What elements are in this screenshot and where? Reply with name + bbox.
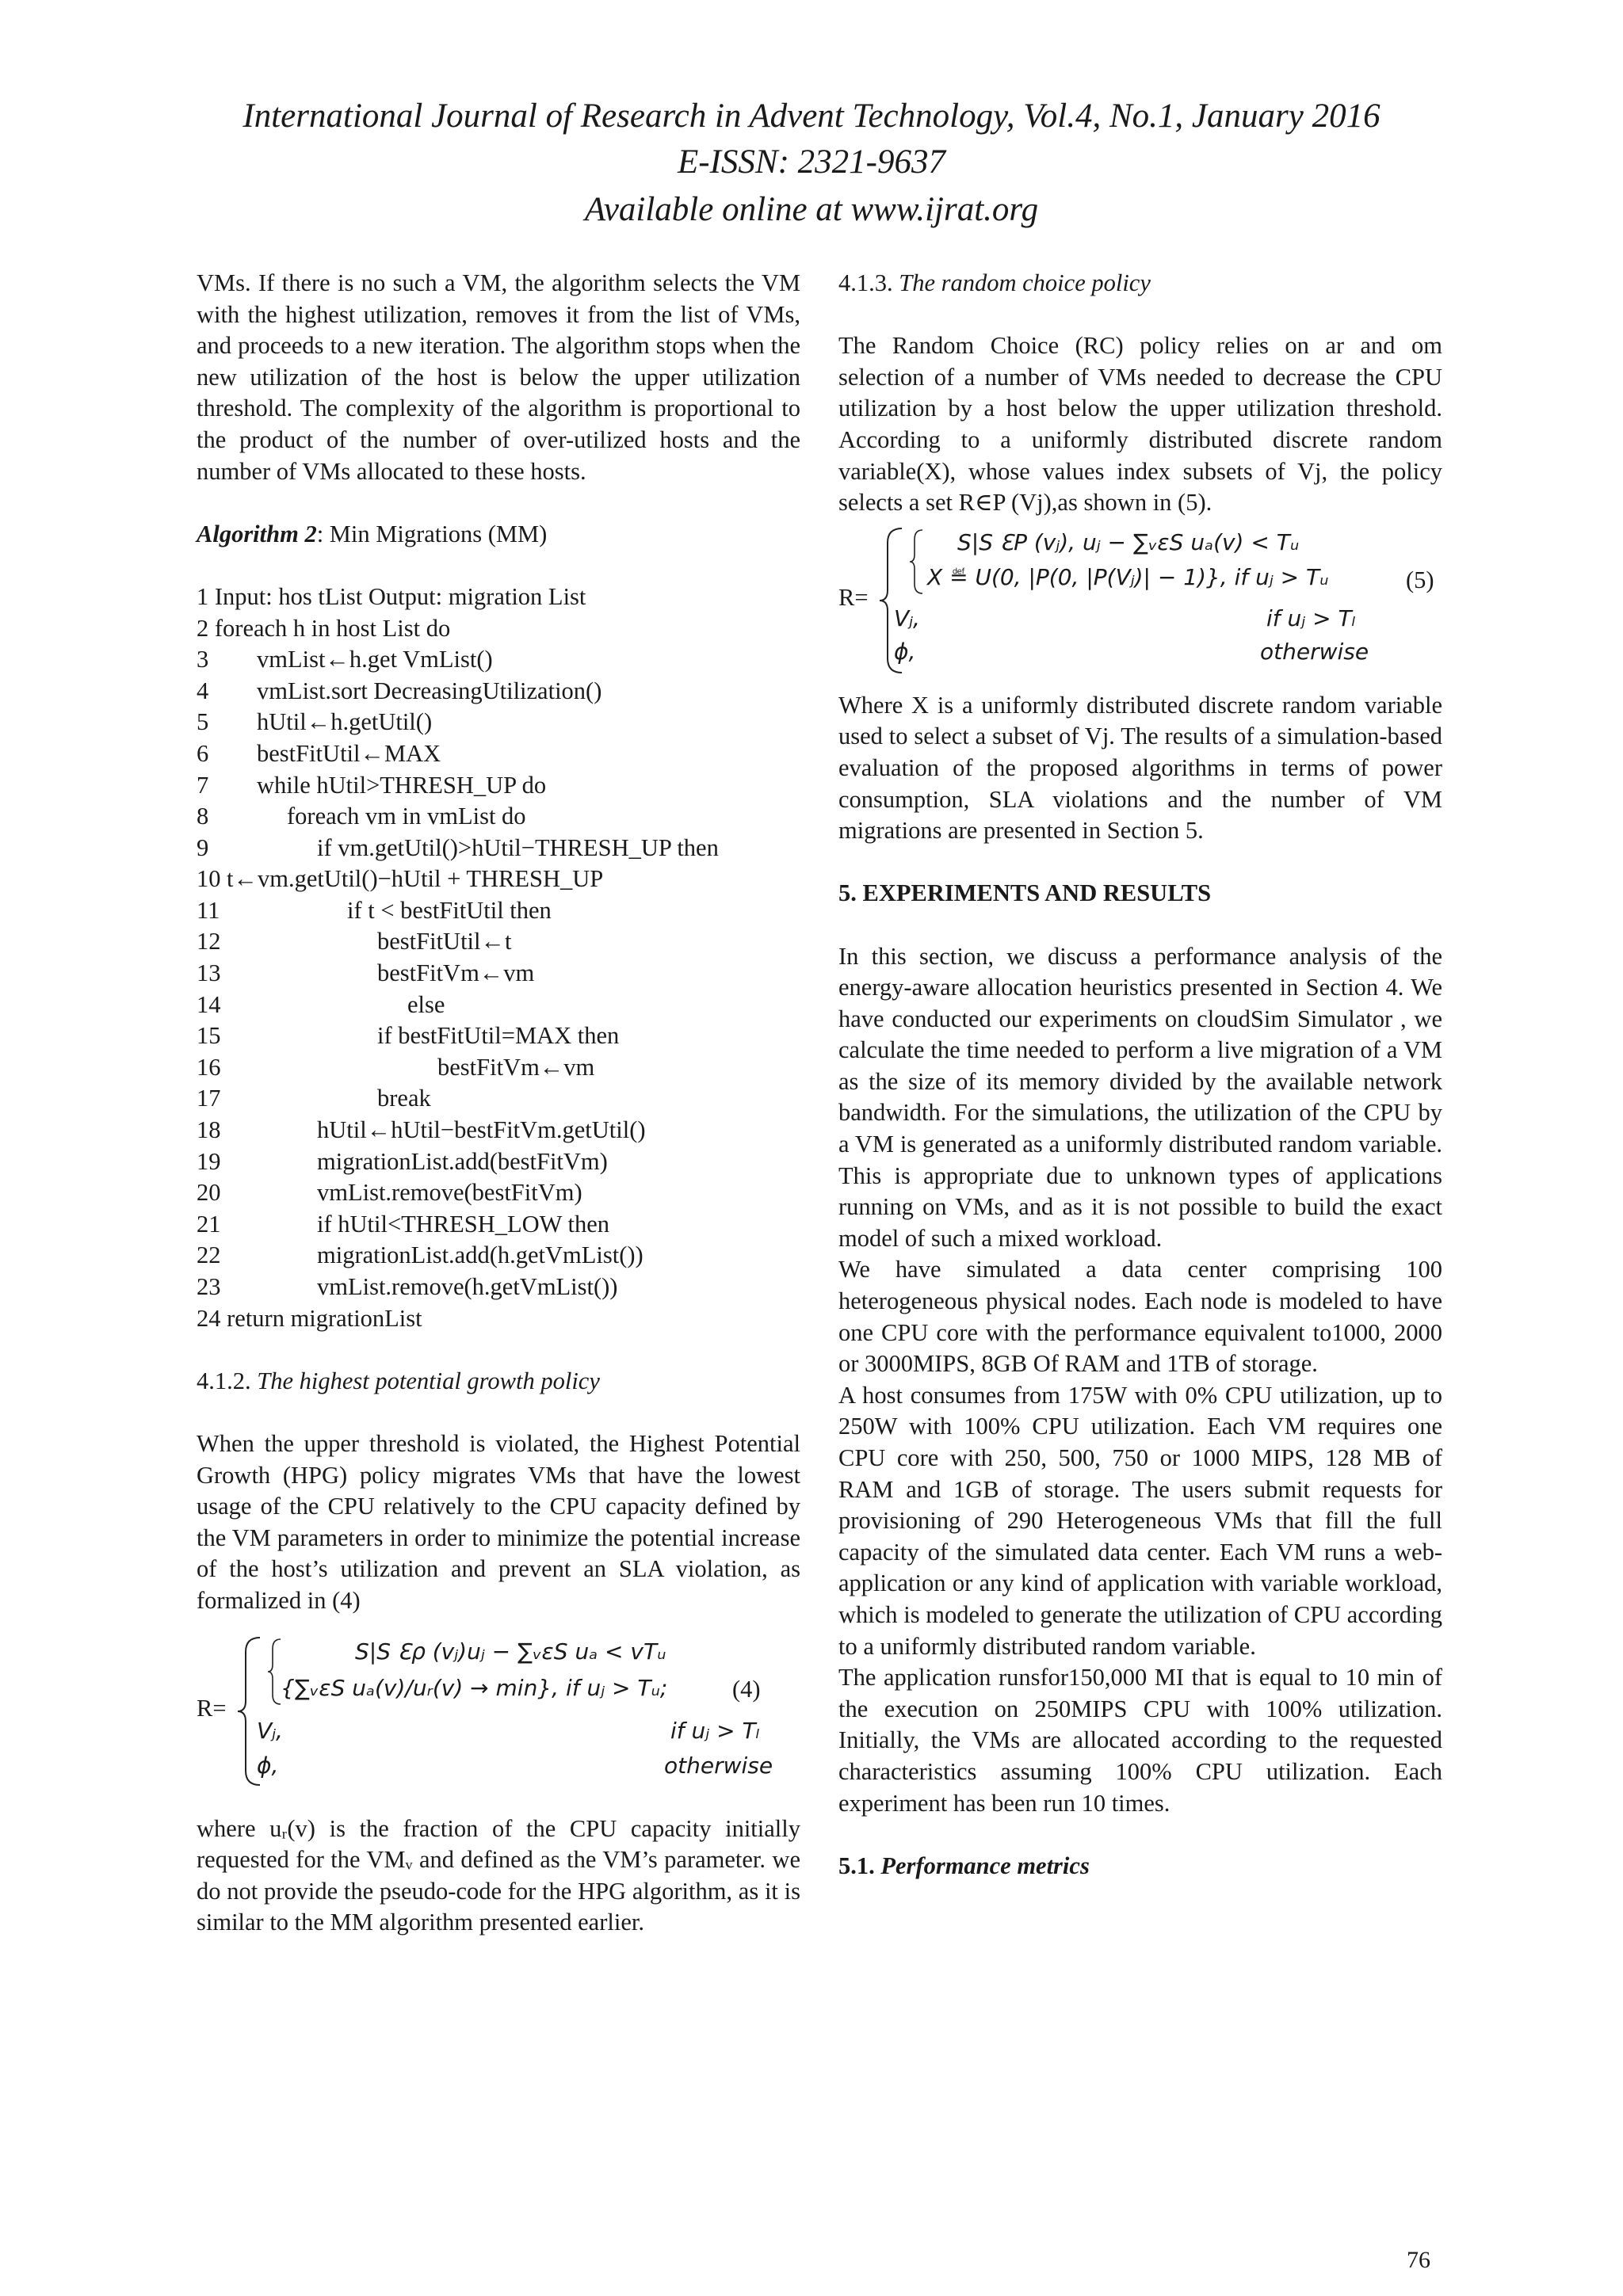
- equation-row-3-condition: if uⱼ > Tₗ: [1266, 605, 1356, 631]
- code-line-text: vmList.remove(bestFitVm): [317, 1179, 582, 1207]
- code-line-text: bestFitUtil←MAX: [257, 739, 441, 767]
- code-line: 19 migrationList.add(bestFitVm): [197, 1146, 800, 1178]
- code-line: 12 bestFitUtil←t: [197, 926, 800, 958]
- equation-row-2: X ≝ U(0, |P(0, |P(Vⱼ)| − 1)}, if uⱼ > Tᵤ: [927, 563, 1329, 590]
- equation-row-4-condition: otherwise: [1260, 638, 1369, 665]
- code-line: 10 t←vm.getUtil()−hUtil + THRESH_UP: [197, 864, 800, 895]
- code-line: 11 if t < bestFitUtil then: [197, 895, 800, 927]
- subsection-number: 4.1.2.: [197, 1367, 251, 1394]
- code-line-text: break: [377, 1085, 431, 1112]
- rc-paragraph: The Random Choice (RC) policy relies on ar and om selection of a number of VMs needed to decrease the CPU utilization by a host below the upper utilization threshold. According to a uniformly distributed discrete random variable(X), whose values index subsets of Vj, the policy selects a set R∈P (Vj),as shown in (5).: [838, 332, 1442, 517]
- code-line-text: bestFitUtil←t: [377, 928, 512, 955]
- code-line: 14 else: [197, 990, 800, 1021]
- equation-row-1: S|S ƐP (vⱼ), uⱼ − ∑ᵥɛS uₐ(v) < Tᵤ: [957, 528, 1300, 555]
- equation-row-3-case: Vⱼ,: [257, 1717, 283, 1744]
- code-line: 3 vmList←h.get VmList(): [197, 644, 800, 676]
- code-line: 6 bestFitUtil←MAX: [197, 738, 800, 770]
- code-line: 18 hUtil←hUtil−bestFitVm.getUtil(): [197, 1115, 800, 1146]
- code-line: 13 bestFitVm←vm: [197, 958, 800, 990]
- code-line: 23 vmList.remove(h.getVmList()): [197, 1272, 800, 1303]
- equation-row-3-case: Vⱼ,: [894, 605, 920, 631]
- code-line-text: migrationList.add(bestFitVm): [317, 1147, 608, 1175]
- left-column: [197, 268, 800, 1939]
- equation-4: [197, 1634, 800, 1790]
- equation-row-4-case: ϕ,: [894, 638, 916, 665]
- subsection-heading-412: [197, 1366, 800, 1398]
- where-paragraph-right: Where X is a uniformly distributed discrete random variable used to select a subset of Vj. The results of a simulation-based evaluation of the proposed algorithms in terms of power consumption, SLA violations and the number of VM migrations are presented in Section 5.: [838, 691, 1442, 845]
- code-line-text: foreach vm in vmList do: [287, 803, 526, 830]
- equation-lhs: R=: [197, 1694, 227, 1722]
- section-number: 5: [838, 879, 851, 907]
- code-line: 22 migrationList.add(h.getVmList()): [197, 1240, 800, 1272]
- code-line: 7 while hUtil>THRESH_UP do: [197, 770, 800, 802]
- experiments-paragraph-4: The application runsfor150,000 MI that is equal to 10 min of the execution on 250MIPS CPU with 100% utilization. Initially, the VMs are allocated according to the requested characteristics assuming 100% CPU utilization. Each experiment has been run 10 times.: [838, 1664, 1442, 1817]
- code-line-text: t←vm.getUtil()−hUtil + THRESH_UP: [227, 865, 604, 893]
- section-heading-5: [838, 878, 1442, 910]
- equation-5: [838, 525, 1442, 676]
- experiments-paragraph-1: In this section, we discuss a performance analysis of the energy-aware allocation heuristics presented in Section 4. We have conducted our experiments on cloudSim Simulator , we calculate the time needed to perform a live migration of a VM as the size of its memory divided by the available network bandwidth. For the simulations, the utilization of the CPU by a VM is generated as a uniformly distributed random variable. This is appropriate due to unknown types of applications running on VMs, and as it is not possible to build the exact model of such a mixed workload.: [838, 942, 1442, 1252]
- code-line-text: vmList←h.get VmList(): [257, 646, 493, 673]
- equation-number: (5): [1406, 566, 1434, 593]
- code-line-text: vmList.sort DecreasingUtilization(): [257, 677, 602, 704]
- code-line-text: bestFitVm←vm: [377, 959, 535, 987]
- code-line: 16 bestFitVm←vm: [197, 1052, 800, 1084]
- code-line-text: while hUtil>THRESH_UP do: [257, 771, 547, 799]
- intro-paragraph: VMs. If there is no such a VM, the algorithm selects the VM with the highest utilization, removes it from the list of VMs, and proceeds to a new iteration. The algorithm stops when the new utilization of the host is below the upper utilization threshold. The complexity of the algorithm is proportional to the product of the number of over-utilized hosts and the number of VMs allocated to these hosts.: [197, 269, 800, 485]
- algorithm-title: : Min Migrations (MM): [316, 520, 548, 547]
- code-line: [197, 582, 800, 613]
- subsection-number: 4.1.3.: [838, 269, 893, 296]
- equation-row-2: {∑ᵥɛS uₐ(v)/uᵣ(v) → min}, if uⱼ > Tᵤ;: [281, 1674, 668, 1701]
- code-line-text: bestFitVm←vm: [437, 1053, 595, 1081]
- code-line: 5 hUtil←h.getUtil(): [197, 707, 800, 738]
- code-line: 8 foreach vm in vmList do: [197, 801, 800, 833]
- page-number: 76: [1407, 2247, 1430, 2273]
- algorithm-label: Algorithm 2: [197, 520, 317, 547]
- code-line-text: 24 return migrationList: [197, 1304, 422, 1332]
- code-line-text: if vm.getUtil()>hUtil−THRESH_UP then: [317, 833, 719, 861]
- section-number: 5.1.: [838, 1852, 875, 1879]
- experiments-paragraph-3: A host consumes from 175W with 0% CPU utilization, up to 250W with 100% CPU utilization. Each VM requires one CPU core with 250, 500, 750 or 1000 MIPS, 128 MB of RAM and 1GB of storage. The users submit requests for provisioning of 290 Heterogeneous VMs that fill the full capacity of the simulated data center. Each VM runs a web-application or any kind of application with variable workload, which is modeled to generate the utilization of CPU according to a uniformly distributed random variable.: [838, 1381, 1442, 1660]
- journal-title: International Journal of Research in Advent Technology, Vol.4, No.1, January 2016: [242, 97, 1381, 135]
- experiments-paragraph-2: We have simulated a data center comprising 100 heterogeneous physical nodes. Each node is modeled to have one CPU core with the performance equivalent to1000, 2000 or 3000MIPS, 8GB Of RAM and 1TB of storage.: [838, 1256, 1442, 1378]
- code-line-text: hUtil←h.getUtil(): [257, 708, 433, 736]
- subsection-title: The random choice policy: [899, 269, 1151, 296]
- subsection-heading-413: [838, 268, 1442, 299]
- code-line-text: vmList.remove(h.getVmList()): [317, 1273, 618, 1300]
- equation-lhs: R=: [838, 583, 869, 611]
- equation-row-1: S|S Ɛρ (vⱼ)uⱼ − ∑ᵥɛS uₐ < vTᵤ: [355, 1638, 666, 1665]
- code-line: 17 break: [197, 1083, 800, 1115]
- code-line-text: hUtil←hUtil−bestFitVm.getUtil(): [317, 1116, 646, 1144]
- code-line-text: if t < bestFitUtil then: [347, 896, 552, 924]
- code-line: 15 if bestFitUtil=MAX then: [197, 1020, 800, 1052]
- code-line-text: if hUtil<THRESH_LOW then: [317, 1210, 610, 1238]
- algorithm-code: [197, 582, 800, 1334]
- equation-number: (4): [732, 1675, 761, 1703]
- section-title: . EXPERIMENTS AND RESULTS: [850, 879, 1212, 907]
- code-line-text: if bestFitUtil=MAX then: [377, 1022, 620, 1050]
- equation-inner-brace: [908, 528, 926, 595]
- equation-row-3-condition: if uⱼ > Tₗ: [670, 1717, 760, 1744]
- code-line-text: else: [407, 990, 445, 1018]
- code-line: 20 vmList.remove(bestFitVm): [197, 1177, 800, 1209]
- journal-website: Available online at www.ijrat.org: [584, 191, 1039, 228]
- code-line: 21 if hUtil<THRESH_LOW then: [197, 1209, 800, 1241]
- algorithm-heading: [197, 519, 800, 551]
- code-line-text: migrationList.add(h.getVmList()): [317, 1241, 643, 1269]
- subsection-title: The highest potential growth policy: [257, 1367, 600, 1394]
- hpg-paragraph: When the upper threshold is violated, the Highest Potential Growth (HPG) policy migrates VMs that have the lowest usage of the CPU relatively to the CPU capacity defined by the VM parameters in order to minimize the potential increase of the host’s utilization and prevent an SLA violation, as formalized in (4): [197, 1429, 800, 1614]
- section-title: Performance metrics: [880, 1852, 1090, 1879]
- code-line-text: 1 Input: hos tList Output: migration List: [197, 582, 586, 610]
- where-paragraph-left: where uᵣ(v) is the fraction of the CPU capacity initially requested for the VMᵥ and defined as the VM’s parameter. we do not provide the pseudo-code for the HPG algorithm, as it is similar to the MM algorithm presented earlier.: [197, 1814, 800, 1936]
- journal-issn: E-ISSN: 2321-9637: [678, 143, 945, 181]
- equation-row-4-case: ϕ,: [257, 1752, 279, 1779]
- equation-row-4-condition: otherwise: [664, 1752, 773, 1779]
- code-line: 9 if vm.getUtil()>hUtil−THRESH_UP then: [197, 833, 800, 864]
- section-heading-51: [838, 1851, 1442, 1882]
- code-line: 4 vmList.sort DecreasingUtilization(): [197, 676, 800, 707]
- code-line: [197, 613, 800, 645]
- right-column: [838, 268, 1442, 1882]
- code-line: [197, 1303, 800, 1335]
- code-line-text: 2 foreach h in host List do: [197, 614, 451, 642]
